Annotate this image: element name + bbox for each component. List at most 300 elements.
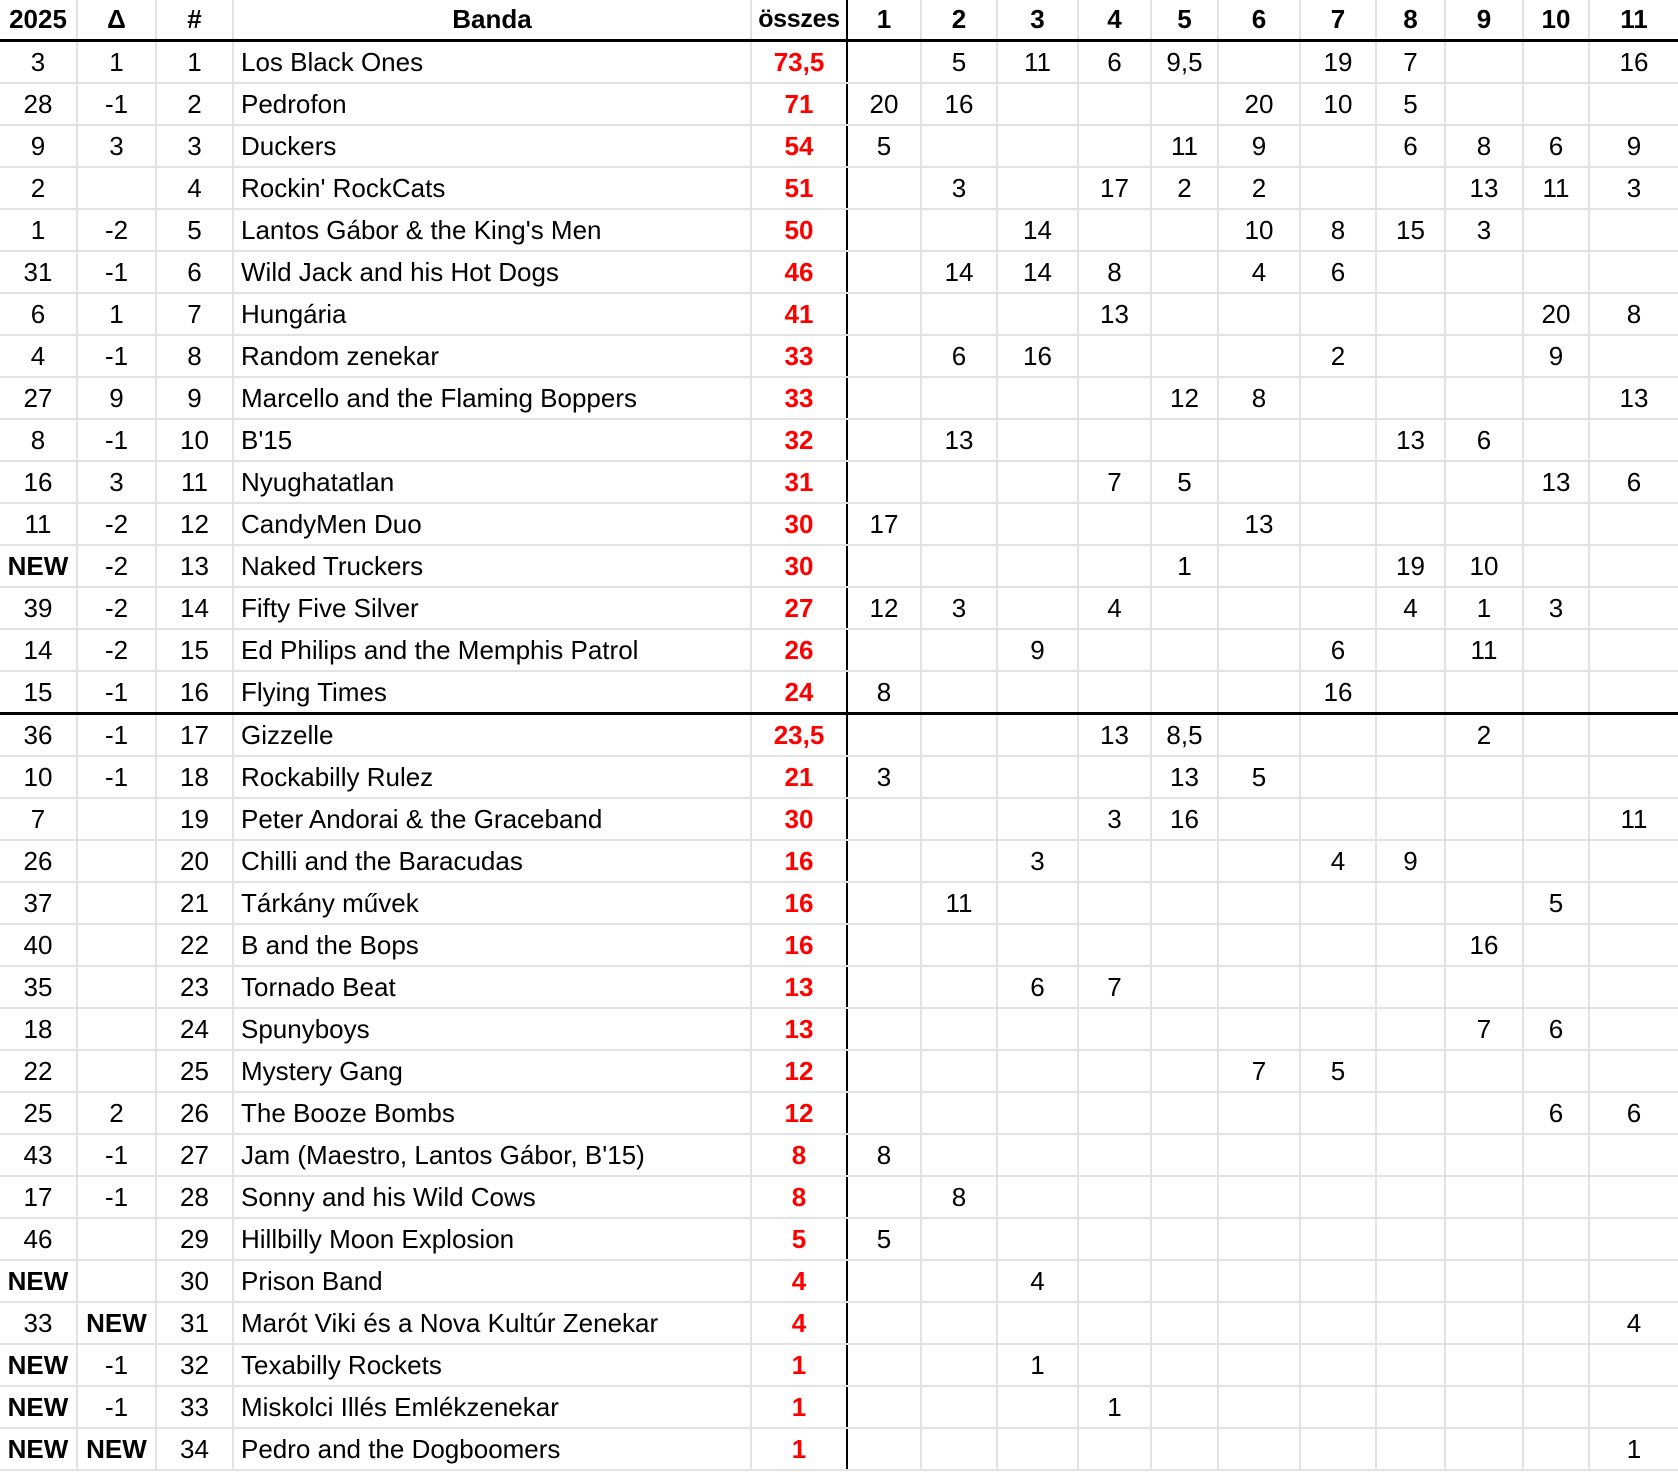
cell-2025-rank[interactable]: 11 <box>0 503 77 545</box>
cell-round-4[interactable] <box>1078 335 1151 377</box>
cell-2025-rank[interactable]: 27 <box>0 377 77 419</box>
cell-delta[interactable]: -2 <box>77 503 156 545</box>
cell-round-4[interactable] <box>1078 924 1151 966</box>
cell-delta[interactable]: -1 <box>77 714 156 757</box>
cell-2025-rank[interactable]: 39 <box>0 587 77 629</box>
cell-round-10[interactable]: 5 <box>1523 882 1589 924</box>
cell-delta[interactable]: 3 <box>77 461 156 503</box>
cell-round-3[interactable] <box>997 798 1078 840</box>
cell-round-3[interactable]: 16 <box>997 335 1078 377</box>
cell-round-5[interactable] <box>1151 1344 1218 1386</box>
cell-round-2[interactable] <box>921 377 997 419</box>
cell-band-name[interactable]: Tornado Beat <box>233 966 751 1008</box>
cell-round-9[interactable]: 8 <box>1445 125 1523 167</box>
header-round-7[interactable]: 7 <box>1300 0 1376 41</box>
cell-2025-rank[interactable]: 28 <box>0 83 77 125</box>
cell-round-4[interactable]: 8 <box>1078 251 1151 293</box>
cell-total[interactable]: 13 <box>751 966 847 1008</box>
cell-round-9[interactable] <box>1445 798 1523 840</box>
cell-band-name[interactable]: Chilli and the Baracudas <box>233 840 751 882</box>
cell-round-11[interactable] <box>1589 209 1678 251</box>
cell-round-3[interactable]: 14 <box>997 209 1078 251</box>
cell-total[interactable]: 1 <box>751 1344 847 1386</box>
cell-round-6[interactable]: 10 <box>1218 209 1300 251</box>
cell-rank[interactable]: 24 <box>156 1008 233 1050</box>
cell-delta[interactable]: -1 <box>77 419 156 461</box>
cell-round-11[interactable] <box>1589 1260 1678 1302</box>
cell-delta[interactable]: -1 <box>77 1176 156 1218</box>
cell-round-8[interactable] <box>1376 1050 1445 1092</box>
cell-round-11[interactable] <box>1589 756 1678 798</box>
cell-round-1[interactable] <box>847 209 921 251</box>
cell-round-11[interactable]: 13 <box>1589 377 1678 419</box>
cell-total[interactable]: 24 <box>751 671 847 714</box>
cell-total[interactable]: 71 <box>751 83 847 125</box>
cell-round-9[interactable]: 11 <box>1445 629 1523 671</box>
cell-2025-rank[interactable]: NEW <box>0 1428 77 1470</box>
cell-round-2[interactable] <box>921 714 997 757</box>
cell-rank[interactable]: 25 <box>156 1050 233 1092</box>
cell-round-6[interactable] <box>1218 1218 1300 1260</box>
cell-round-1[interactable] <box>847 1176 921 1218</box>
cell-round-6[interactable] <box>1218 1092 1300 1134</box>
cell-round-4[interactable]: 13 <box>1078 293 1151 335</box>
cell-band-name[interactable]: Lantos Gábor & the King's Men <box>233 209 751 251</box>
cell-band-name[interactable]: Hillbilly Moon Explosion <box>233 1218 751 1260</box>
cell-round-5[interactable] <box>1151 671 1218 714</box>
cell-round-5[interactable] <box>1151 1008 1218 1050</box>
cell-round-6[interactable]: 9 <box>1218 125 1300 167</box>
cell-2025-rank[interactable]: 1 <box>0 209 77 251</box>
cell-round-4[interactable] <box>1078 83 1151 125</box>
cell-round-7[interactable] <box>1300 419 1376 461</box>
cell-round-3[interactable]: 11 <box>997 41 1078 84</box>
cell-round-7[interactable] <box>1300 1134 1376 1176</box>
cell-round-5[interactable] <box>1151 1218 1218 1260</box>
cell-round-4[interactable] <box>1078 503 1151 545</box>
cell-round-10[interactable] <box>1523 1176 1589 1218</box>
cell-round-6[interactable] <box>1218 798 1300 840</box>
cell-round-7[interactable] <box>1300 924 1376 966</box>
cell-round-8[interactable] <box>1376 293 1445 335</box>
cell-round-4[interactable] <box>1078 209 1151 251</box>
cell-round-1[interactable] <box>847 251 921 293</box>
cell-round-3[interactable] <box>997 1428 1078 1470</box>
cell-round-7[interactable]: 16 <box>1300 671 1376 714</box>
cell-delta[interactable] <box>77 1260 156 1302</box>
cell-delta[interactable] <box>77 840 156 882</box>
cell-round-3[interactable] <box>997 1008 1078 1050</box>
cell-round-4[interactable] <box>1078 840 1151 882</box>
cell-band-name[interactable]: Tárkány művek <box>233 882 751 924</box>
cell-round-3[interactable] <box>997 83 1078 125</box>
cell-round-3[interactable] <box>997 1218 1078 1260</box>
cell-total[interactable]: 26 <box>751 629 847 671</box>
cell-total[interactable]: 46 <box>751 251 847 293</box>
cell-round-10[interactable] <box>1523 1260 1589 1302</box>
cell-2025-rank[interactable]: 40 <box>0 924 77 966</box>
cell-round-9[interactable]: 2 <box>1445 714 1523 757</box>
cell-rank[interactable]: 5 <box>156 209 233 251</box>
cell-delta[interactable]: -1 <box>77 83 156 125</box>
cell-2025-rank[interactable]: 33 <box>0 1302 77 1344</box>
cell-rank[interactable]: 29 <box>156 1218 233 1260</box>
cell-total[interactable]: 8 <box>751 1134 847 1176</box>
cell-round-3[interactable] <box>997 419 1078 461</box>
header-total[interactable]: összes <box>751 0 847 41</box>
cell-total[interactable]: 1 <box>751 1428 847 1470</box>
cell-round-8[interactable]: 7 <box>1376 41 1445 84</box>
cell-round-3[interactable]: 14 <box>997 251 1078 293</box>
cell-round-3[interactable] <box>997 461 1078 503</box>
cell-total[interactable]: 30 <box>751 503 847 545</box>
cell-round-6[interactable] <box>1218 587 1300 629</box>
cell-round-6[interactable] <box>1218 1176 1300 1218</box>
cell-band-name[interactable]: Rockabilly Rulez <box>233 756 751 798</box>
cell-round-9[interactable] <box>1445 1260 1523 1302</box>
cell-round-7[interactable] <box>1300 377 1376 419</box>
cell-round-10[interactable] <box>1523 1302 1589 1344</box>
cell-delta[interactable]: 1 <box>77 41 156 84</box>
cell-delta[interactable] <box>77 882 156 924</box>
cell-round-3[interactable] <box>997 293 1078 335</box>
cell-total[interactable]: 54 <box>751 125 847 167</box>
cell-rank[interactable]: 26 <box>156 1092 233 1134</box>
cell-total[interactable]: 12 <box>751 1050 847 1092</box>
cell-round-2[interactable] <box>921 1218 997 1260</box>
cell-rank[interactable]: 6 <box>156 251 233 293</box>
cell-delta[interactable]: -1 <box>77 671 156 714</box>
cell-round-3[interactable]: 4 <box>997 1260 1078 1302</box>
cell-band-name[interactable]: Los Black Ones <box>233 41 751 84</box>
cell-round-4[interactable] <box>1078 1134 1151 1176</box>
header-band[interactable]: Banda <box>233 0 751 41</box>
cell-round-11[interactable] <box>1589 1176 1678 1218</box>
cell-round-5[interactable] <box>1151 1134 1218 1176</box>
cell-round-7[interactable]: 5 <box>1300 1050 1376 1092</box>
cell-total[interactable]: 16 <box>751 882 847 924</box>
cell-round-7[interactable] <box>1300 545 1376 587</box>
cell-band-name[interactable]: Hungária <box>233 293 751 335</box>
cell-round-5[interactable] <box>1151 335 1218 377</box>
cell-total[interactable]: 4 <box>751 1302 847 1344</box>
cell-total[interactable]: 33 <box>751 377 847 419</box>
cell-round-9[interactable] <box>1445 377 1523 419</box>
cell-round-6[interactable] <box>1218 1260 1300 1302</box>
cell-rank[interactable]: 30 <box>156 1260 233 1302</box>
cell-round-2[interactable] <box>921 924 997 966</box>
cell-round-11[interactable]: 1 <box>1589 1428 1678 1470</box>
cell-round-9[interactable]: 13 <box>1445 167 1523 209</box>
cell-round-7[interactable]: 10 <box>1300 83 1376 125</box>
cell-round-1[interactable] <box>847 882 921 924</box>
cell-round-1[interactable] <box>847 293 921 335</box>
cell-round-10[interactable] <box>1523 1218 1589 1260</box>
cell-round-11[interactable] <box>1589 1050 1678 1092</box>
cell-delta[interactable] <box>77 1218 156 1260</box>
cell-round-3[interactable] <box>997 167 1078 209</box>
cell-total[interactable]: 31 <box>751 461 847 503</box>
cell-round-8[interactable] <box>1376 798 1445 840</box>
cell-round-8[interactable] <box>1376 335 1445 377</box>
cell-round-5[interactable]: 12 <box>1151 377 1218 419</box>
cell-round-11[interactable] <box>1589 629 1678 671</box>
cell-round-7[interactable] <box>1300 1428 1376 1470</box>
cell-round-10[interactable] <box>1523 1134 1589 1176</box>
cell-round-6[interactable]: 4 <box>1218 251 1300 293</box>
cell-round-8[interactable] <box>1376 1092 1445 1134</box>
cell-total[interactable]: 41 <box>751 293 847 335</box>
cell-round-10[interactable]: 9 <box>1523 335 1589 377</box>
cell-delta[interactable] <box>77 1008 156 1050</box>
cell-delta[interactable]: -1 <box>77 756 156 798</box>
cell-round-5[interactable]: 2 <box>1151 167 1218 209</box>
cell-round-6[interactable] <box>1218 671 1300 714</box>
cell-round-2[interactable] <box>921 1428 997 1470</box>
cell-round-3[interactable] <box>997 587 1078 629</box>
cell-round-1[interactable] <box>847 167 921 209</box>
cell-delta[interactable] <box>77 924 156 966</box>
cell-round-8[interactable]: 9 <box>1376 840 1445 882</box>
cell-band-name[interactable]: Rockin' RockCats <box>233 167 751 209</box>
cell-round-6[interactable] <box>1218 1302 1300 1344</box>
cell-2025-rank[interactable]: 43 <box>0 1134 77 1176</box>
cell-round-4[interactable] <box>1078 545 1151 587</box>
cell-rank[interactable]: 15 <box>156 629 233 671</box>
cell-round-4[interactable] <box>1078 1218 1151 1260</box>
cell-round-11[interactable]: 6 <box>1589 461 1678 503</box>
cell-band-name[interactable]: Texabilly Rockets <box>233 1344 751 1386</box>
cell-round-4[interactable] <box>1078 1008 1151 1050</box>
cell-delta[interactable]: -2 <box>77 629 156 671</box>
cell-round-6[interactable] <box>1218 293 1300 335</box>
cell-band-name[interactable]: CandyMen Duo <box>233 503 751 545</box>
cell-round-11[interactable]: 16 <box>1589 41 1678 84</box>
cell-round-2[interactable]: 16 <box>921 83 997 125</box>
cell-round-2[interactable] <box>921 1008 997 1050</box>
header-rank[interactable]: # <box>156 0 233 41</box>
cell-band-name[interactable]: Fifty Five Silver <box>233 587 751 629</box>
cell-round-3[interactable] <box>997 1092 1078 1134</box>
cell-round-8[interactable]: 5 <box>1376 83 1445 125</box>
cell-round-3[interactable] <box>997 1386 1078 1428</box>
cell-round-7[interactable] <box>1300 1218 1376 1260</box>
cell-round-9[interactable] <box>1445 840 1523 882</box>
cell-total[interactable]: 16 <box>751 924 847 966</box>
cell-total[interactable]: 16 <box>751 840 847 882</box>
cell-delta[interactable]: 2 <box>77 1092 156 1134</box>
cell-round-10[interactable] <box>1523 1050 1589 1092</box>
cell-round-1[interactable] <box>847 1344 921 1386</box>
cell-round-8[interactable] <box>1376 461 1445 503</box>
cell-band-name[interactable]: Jam (Maestro, Lantos Gábor, B'15) <box>233 1134 751 1176</box>
cell-round-4[interactable] <box>1078 377 1151 419</box>
cell-round-4[interactable]: 7 <box>1078 966 1151 1008</box>
cell-round-1[interactable] <box>847 419 921 461</box>
cell-round-9[interactable] <box>1445 1302 1523 1344</box>
cell-round-8[interactable] <box>1376 966 1445 1008</box>
cell-round-2[interactable] <box>921 545 997 587</box>
cell-band-name[interactable]: Mystery Gang <box>233 1050 751 1092</box>
cell-delta[interactable]: NEW <box>77 1302 156 1344</box>
cell-round-10[interactable]: 13 <box>1523 461 1589 503</box>
cell-round-3[interactable] <box>997 1176 1078 1218</box>
cell-round-6[interactable]: 8 <box>1218 377 1300 419</box>
cell-band-name[interactable]: B and the Bops <box>233 924 751 966</box>
cell-round-4[interactable] <box>1078 1344 1151 1386</box>
cell-round-9[interactable] <box>1445 1050 1523 1092</box>
cell-round-2[interactable]: 3 <box>921 167 997 209</box>
cell-delta[interactable]: -1 <box>77 1134 156 1176</box>
cell-round-8[interactable] <box>1376 1176 1445 1218</box>
cell-round-10[interactable] <box>1523 756 1589 798</box>
cell-round-7[interactable] <box>1300 503 1376 545</box>
cell-2025-rank[interactable]: 15 <box>0 671 77 714</box>
cell-round-5[interactable]: 1 <box>1151 545 1218 587</box>
cell-round-7[interactable] <box>1300 1302 1376 1344</box>
cell-round-5[interactable] <box>1151 587 1218 629</box>
cell-round-7[interactable] <box>1300 756 1376 798</box>
cell-rank[interactable]: 17 <box>156 714 233 757</box>
cell-band-name[interactable]: Flying Times <box>233 671 751 714</box>
cell-round-4[interactable] <box>1078 1176 1151 1218</box>
cell-total[interactable]: 50 <box>751 209 847 251</box>
cell-band-name[interactable]: Marót Viki és a Nova Kultúr Zenekar <box>233 1302 751 1344</box>
cell-round-2[interactable] <box>921 503 997 545</box>
cell-round-8[interactable] <box>1376 503 1445 545</box>
cell-rank[interactable]: 34 <box>156 1428 233 1470</box>
cell-round-11[interactable]: 4 <box>1589 1302 1678 1344</box>
cell-round-2[interactable]: 11 <box>921 882 997 924</box>
cell-round-11[interactable]: 9 <box>1589 125 1678 167</box>
cell-round-5[interactable] <box>1151 840 1218 882</box>
cell-round-11[interactable] <box>1589 545 1678 587</box>
cell-round-4[interactable] <box>1078 756 1151 798</box>
cell-round-5[interactable] <box>1151 1050 1218 1092</box>
cell-round-4[interactable] <box>1078 1092 1151 1134</box>
cell-round-6[interactable] <box>1218 461 1300 503</box>
cell-round-1[interactable]: 12 <box>847 587 921 629</box>
cell-round-5[interactable] <box>1151 251 1218 293</box>
cell-round-8[interactable]: 13 <box>1376 419 1445 461</box>
header-2025[interactable]: 2025 <box>0 0 77 41</box>
cell-rank[interactable]: 20 <box>156 840 233 882</box>
cell-round-1[interactable] <box>847 545 921 587</box>
cell-round-10[interactable] <box>1523 83 1589 125</box>
header-round-8[interactable]: 8 <box>1376 0 1445 41</box>
cell-delta[interactable] <box>77 798 156 840</box>
cell-round-1[interactable]: 8 <box>847 1134 921 1176</box>
cell-round-4[interactable]: 7 <box>1078 461 1151 503</box>
cell-rank[interactable]: 11 <box>156 461 233 503</box>
cell-rank[interactable]: 8 <box>156 335 233 377</box>
cell-round-11[interactable] <box>1589 1008 1678 1050</box>
cell-round-7[interactable] <box>1300 1260 1376 1302</box>
cell-round-2[interactable]: 14 <box>921 251 997 293</box>
cell-2025-rank[interactable]: 14 <box>0 629 77 671</box>
cell-round-1[interactable] <box>847 377 921 419</box>
cell-round-10[interactable]: 20 <box>1523 293 1589 335</box>
cell-round-7[interactable] <box>1300 882 1376 924</box>
cell-round-6[interactable] <box>1218 545 1300 587</box>
cell-round-4[interactable] <box>1078 882 1151 924</box>
cell-round-11[interactable] <box>1589 840 1678 882</box>
cell-round-9[interactable] <box>1445 503 1523 545</box>
cell-2025-rank[interactable]: 25 <box>0 1092 77 1134</box>
cell-round-8[interactable]: 15 <box>1376 209 1445 251</box>
cell-round-8[interactable] <box>1376 756 1445 798</box>
cell-round-3[interactable]: 6 <box>997 966 1078 1008</box>
cell-round-6[interactable] <box>1218 1386 1300 1428</box>
cell-round-10[interactable] <box>1523 840 1589 882</box>
cell-round-6[interactable] <box>1218 966 1300 1008</box>
cell-2025-rank[interactable]: 10 <box>0 756 77 798</box>
cell-rank[interactable]: 3 <box>156 125 233 167</box>
cell-round-8[interactable] <box>1376 1386 1445 1428</box>
cell-round-1[interactable] <box>847 966 921 1008</box>
cell-round-4[interactable] <box>1078 1260 1151 1302</box>
cell-round-9[interactable]: 7 <box>1445 1008 1523 1050</box>
cell-rank[interactable]: 19 <box>156 798 233 840</box>
cell-total[interactable]: 4 <box>751 1260 847 1302</box>
cell-rank[interactable]: 7 <box>156 293 233 335</box>
cell-2025-rank[interactable]: NEW <box>0 1386 77 1428</box>
cell-rank[interactable]: 27 <box>156 1134 233 1176</box>
cell-round-3[interactable] <box>997 756 1078 798</box>
cell-band-name[interactable]: Naked Truckers <box>233 545 751 587</box>
cell-round-1[interactable]: 5 <box>847 1218 921 1260</box>
cell-round-4[interactable]: 17 <box>1078 167 1151 209</box>
cell-total[interactable]: 21 <box>751 756 847 798</box>
header-round-5[interactable]: 5 <box>1151 0 1218 41</box>
cell-delta[interactable]: -1 <box>77 1344 156 1386</box>
cell-round-11[interactable] <box>1589 882 1678 924</box>
cell-round-2[interactable]: 3 <box>921 587 997 629</box>
cell-round-8[interactable] <box>1376 1344 1445 1386</box>
cell-round-5[interactable]: 5 <box>1151 461 1218 503</box>
header-round-4[interactable]: 4 <box>1078 0 1151 41</box>
cell-round-10[interactable]: 6 <box>1523 1092 1589 1134</box>
cell-round-2[interactable] <box>921 1302 997 1344</box>
header-round-2[interactable]: 2 <box>921 0 997 41</box>
cell-round-8[interactable] <box>1376 1134 1445 1176</box>
cell-round-3[interactable] <box>997 125 1078 167</box>
header-round-6[interactable]: 6 <box>1218 0 1300 41</box>
cell-round-10[interactable] <box>1523 545 1589 587</box>
cell-round-11[interactable] <box>1589 1386 1678 1428</box>
cell-round-4[interactable] <box>1078 419 1151 461</box>
cell-round-6[interactable] <box>1218 882 1300 924</box>
cell-band-name[interactable]: Sonny and his Wild Cows <box>233 1176 751 1218</box>
cell-round-8[interactable]: 4 <box>1376 587 1445 629</box>
cell-round-2[interactable] <box>921 209 997 251</box>
cell-round-5[interactable]: 8,5 <box>1151 714 1218 757</box>
cell-round-6[interactable] <box>1218 840 1300 882</box>
cell-round-5[interactable] <box>1151 83 1218 125</box>
cell-2025-rank[interactable]: 16 <box>0 461 77 503</box>
cell-round-11[interactable]: 6 <box>1589 1092 1678 1134</box>
cell-round-1[interactable] <box>847 714 921 757</box>
cell-total[interactable]: 13 <box>751 1008 847 1050</box>
cell-round-4[interactable] <box>1078 1428 1151 1470</box>
cell-round-10[interactable]: 11 <box>1523 167 1589 209</box>
cell-round-3[interactable]: 3 <box>997 840 1078 882</box>
cell-rank[interactable]: 14 <box>156 587 233 629</box>
cell-rank[interactable]: 31 <box>156 1302 233 1344</box>
cell-round-2[interactable] <box>921 966 997 1008</box>
cell-2025-rank[interactable]: 7 <box>0 798 77 840</box>
cell-delta[interactable]: 1 <box>77 293 156 335</box>
